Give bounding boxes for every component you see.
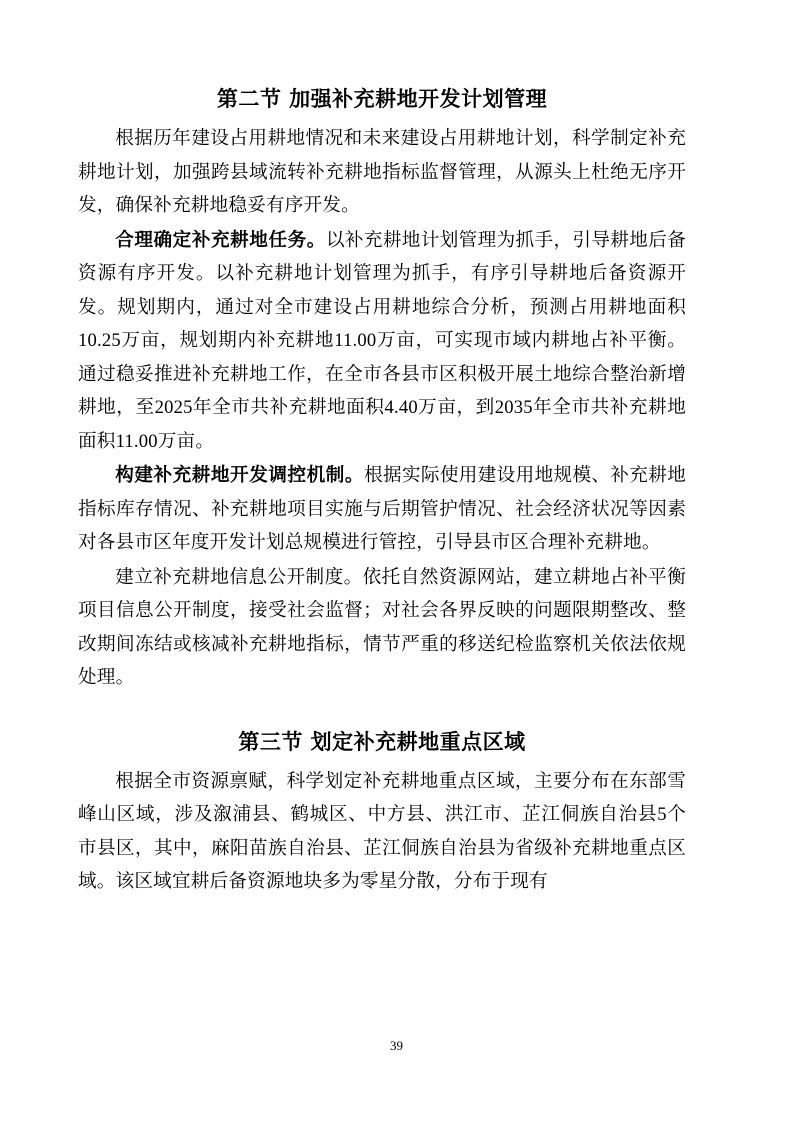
paragraph xyxy=(78,122,686,223)
page-content xyxy=(78,82,686,899)
paragraph-text: 以补充耕地计划管理为抓手，引导耕地后备资源有序开发。以补充耕地计划管理为抓手，有序引导耕地后备资源开发。规划期内，通过对全市建设占用耕地综合分析，预测占用耕地面积10.25万亩，规划期内补充耕地11.00万亩，可实现市域内耕地占补平衡。通过稳妥推进补充耕地工作，在全市各县市区积极开展土地综合整治新增耕地，至2025年全市共补充耕地面积4.40万亩，到2035年全市共补充耕地面积11.00万亩。 xyxy=(78,229,686,452)
paragraph xyxy=(78,765,686,899)
page-number: 39 xyxy=(390,1038,403,1053)
paragraph-text: 建立补充耕地信息公开制度。依托自然资源网站，建立耕地占补平衡项目信息公开制度，接受社会监督；对社会各界反映的问题限期整改、整改期间冻结或核减补充耕地指标，情节严重的移送纪检监察机关依法依规处理。 xyxy=(78,566,686,688)
paragraph-lead: 合理确定补充耕地任务。 xyxy=(115,229,326,251)
paragraph xyxy=(78,459,686,560)
section-heading-2: 第二节 加强补充耕地开发计划管理 xyxy=(216,87,548,111)
section-heading-3: 第三节 划定补充耕地重点区域 xyxy=(238,729,526,754)
paragraph-text: 根据历年建设占用耕地情况和未来建设占用耕地计划，科学制定补充耕地计划，加强跨县域流转补充耕地指标监督管理，从源头上杜绝无序开发，确保补充耕地稳妥有序开发。 xyxy=(78,128,686,216)
paragraph-lead: 构建补充耕地开发调控机制。 xyxy=(115,465,365,486)
paragraph-text: 根据实际使用建设用地规模、补充耕地指标库存情况、补充耕地项目实施与后期管护情况、社会经济状况等因素对各县市区年度开发计划总规模进行管控，引导县市区合理补充耕地。 xyxy=(78,465,686,553)
paragraph xyxy=(78,224,686,459)
paragraph-text: 根据全市资源禀赋，科学划定补充耕地重点区域，主要分布在东部雪峰山区域，涉及溆浦县、鹤城区、中方县、洪江市、芷江侗族自治县5个市县区，其中，麻阳苗族自治县、芷江侗族自治县为省级补充耕地重点区域。该区域宜耕后备资源地块多为零星分散，分布于现有 xyxy=(78,770,686,892)
paragraph xyxy=(78,561,686,695)
